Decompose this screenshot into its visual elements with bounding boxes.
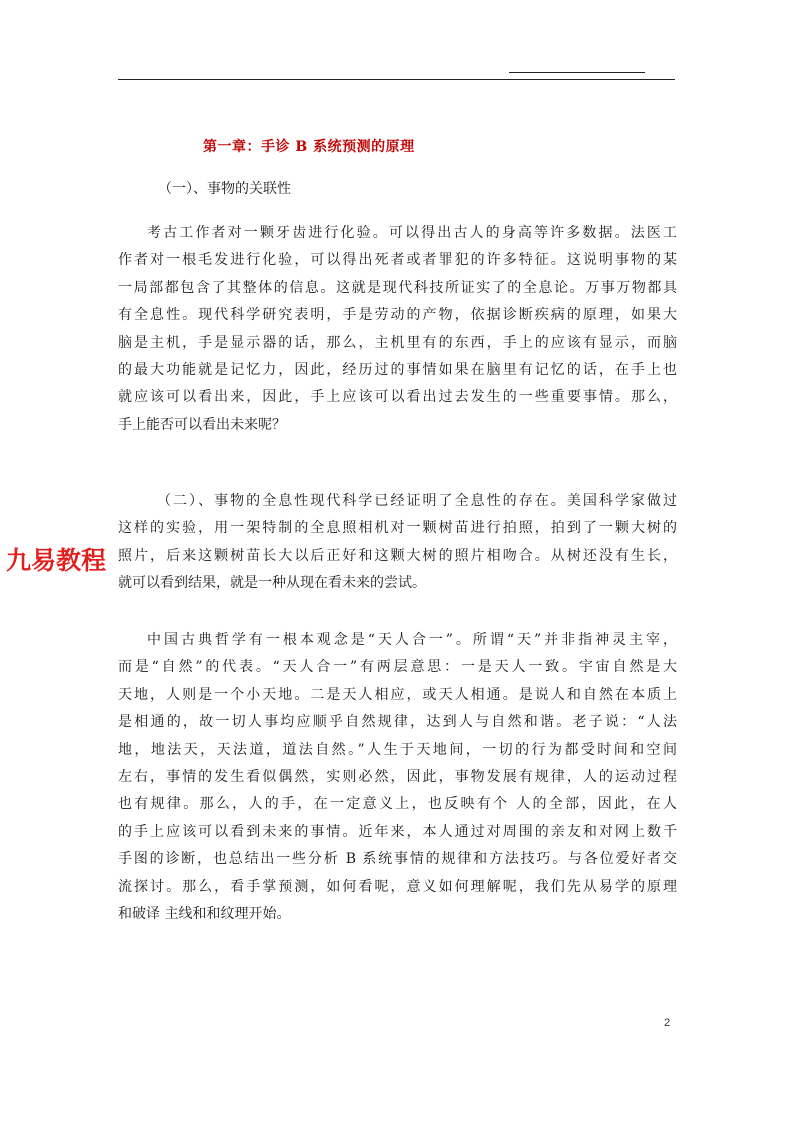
header-rule (118, 79, 675, 80)
text-line: 一局部都包含了其整体的信息。这就是现代科技所证实了的全息论。万事万物都具 (118, 279, 677, 296)
text-line: （二）、事物的全息性现代科学已经证明了全息性的存在。美国科学家做过 (157, 493, 677, 509)
text-line: 这样的实验，用一架特制的全息照相机对一颗树苗进行拍照，拍到了一颗大树的 (118, 520, 677, 537)
text-line: 作者对一根毛发进行化验，可以得出死者或者罪犯的许多特征。这说明事物的某 (118, 252, 677, 269)
header-short-rule (509, 72, 645, 73)
text-line: 天地，人则是一个小天地。二是天人相应，或天人相通。是说人和自然在本质上 (118, 686, 677, 703)
text-line: 脑是主机，手是显示器的话，那么，主机里有的东西，手上的应该有显示，而脑 (118, 334, 677, 351)
text-line: 是相通的，故一切人事均应顺乎自然规律，达到人与自然和谐。老子说：“人法 (118, 714, 677, 731)
text-line: 就可以看到结果，就是一种从现在看未来的尝试。 (118, 575, 426, 592)
text-line: 考古工作者对一颗牙齿进行化验。可以得出古人的身高等许多数据。法医工 (147, 225, 677, 241)
section-heading-relevance: （一）、事物的关联性 (158, 181, 291, 197)
text-line: 手上能否可以看出未来呢？ (118, 416, 286, 433)
text-line: 手图的诊断，也总结出一些分析 B 系统事情的规律和方法技巧。与各位爱好者交 (118, 851, 677, 868)
text-line: 而是“自然”的代表。“天人合一”有两层意思：一是天人一致。宇宙自然是大 (118, 659, 677, 676)
text-line: 和破译 主线和和纹理开始。 (118, 906, 291, 923)
text-line: 中国古典哲学有一根本观念是“天人合一”。所谓“天”并非指神灵主宰， (147, 632, 677, 648)
text-line: 地，地法天，天法道，道法自然。”人生于天地间，一切的行为都受时间和空间 (118, 741, 677, 758)
text-line: 的最大功能就是记忆力，因此，经历过的事情如果在脑里有记忆的话，在手上也 (118, 362, 677, 379)
text-line: 有全息性。现代科学研究表明，手是劳动的产物，依据诊断疾病的原理，如果大 (118, 307, 677, 324)
text-line: 左右，事情的发生看似偶然，实则必然，因此，事物发展有规律，人的运动过程 (118, 769, 677, 786)
text-line: 流探讨。那么，看手掌预测，如何看呢，意义如何理解呢，我们先从易学的原理 (118, 878, 677, 895)
chapter-title: 第一章：手诊 B 系统预测的原理 (203, 139, 415, 155)
watermark-logo: 九易教程 (6, 541, 108, 577)
text-line: 就应该可以看出来，因此，手上应该可以看出过去发生的一些重要事情。那么， (118, 389, 677, 406)
text-line: 的手上应该可以看到未来的事情。近年来，本人通过对周围的亲友和对网上数千 (118, 823, 677, 840)
paragraph-holography (118, 488, 677, 598)
text-line: 照片，后来这颗树苗长大以后正好和这颗大树的照片相吻合。从树还没有生长， (118, 547, 677, 564)
text-line: 也有规律。那么，人的手，在一定意义上，也反映有个 人的全部，因此，在人 (118, 796, 677, 813)
paragraph-heaven-human-unity (118, 627, 677, 928)
paragraph-relevance (118, 220, 677, 439)
page-number: 2 (664, 1017, 671, 1029)
